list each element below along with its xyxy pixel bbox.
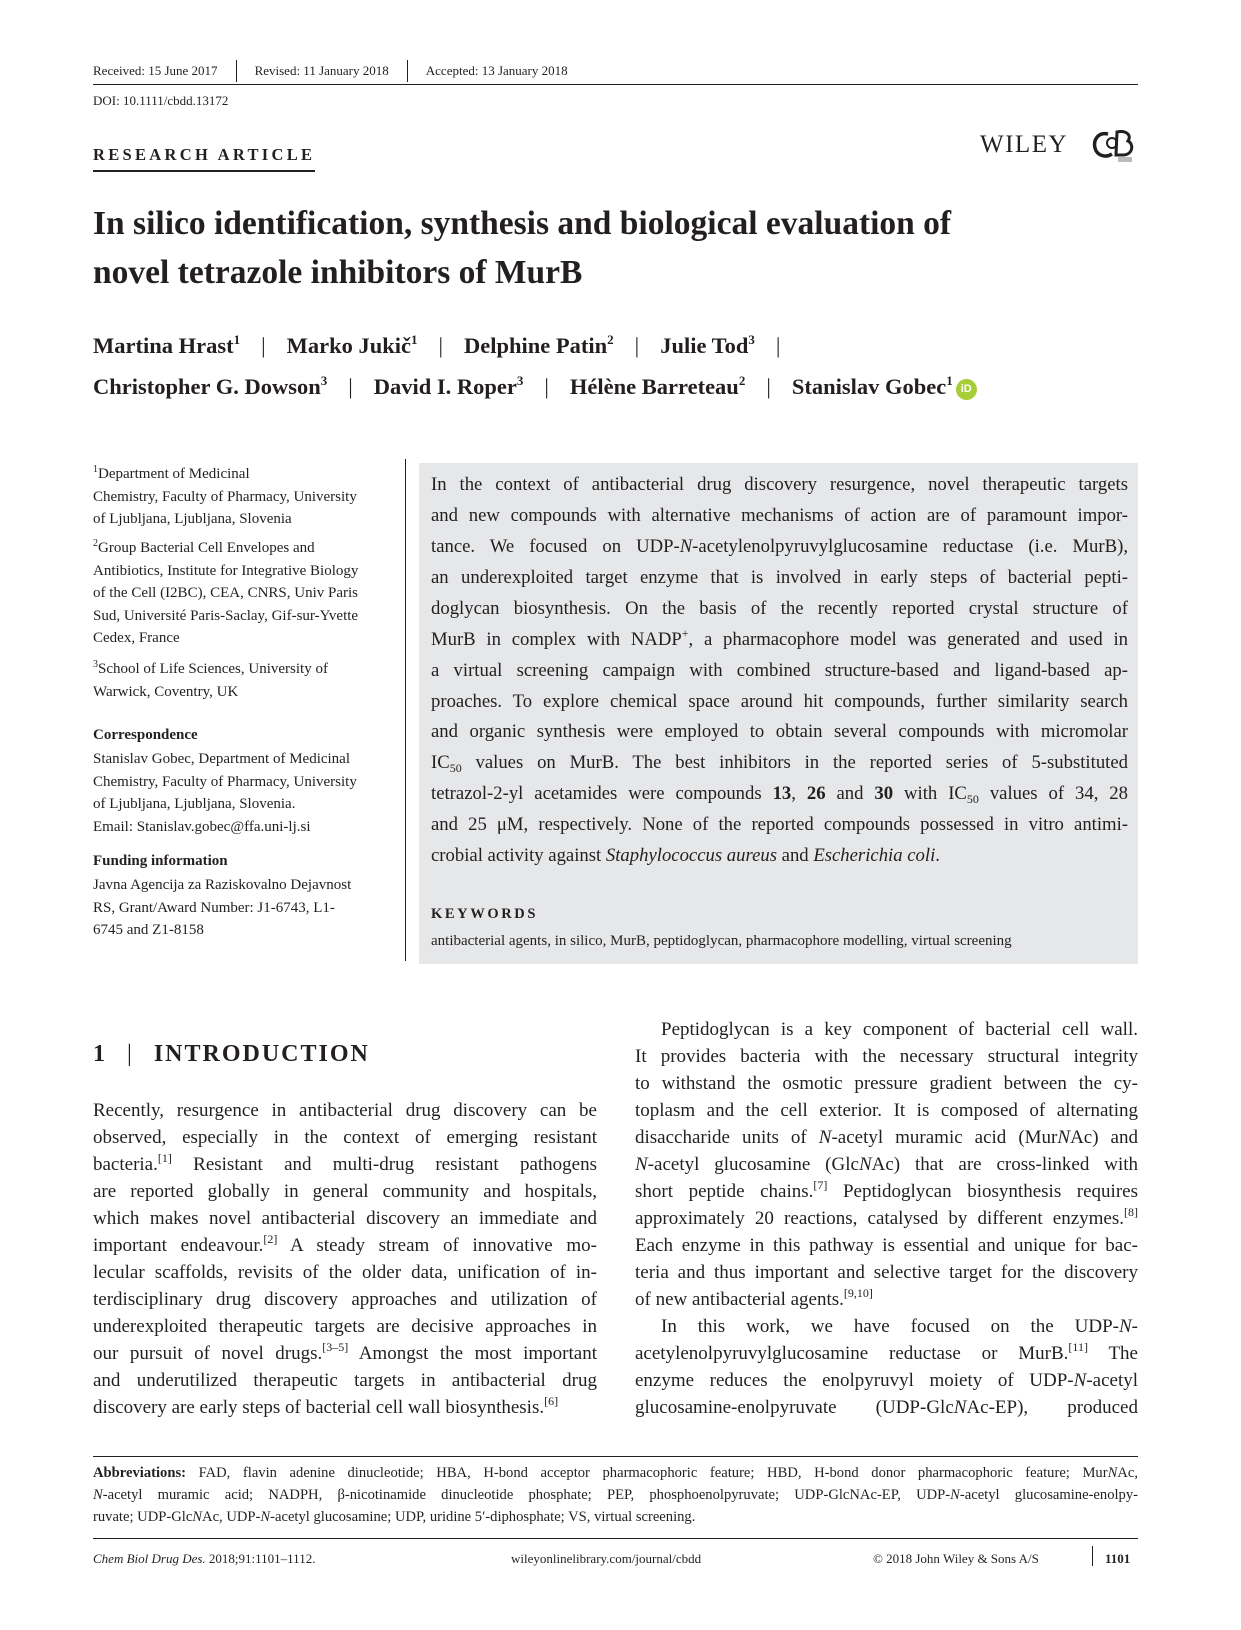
orcid-icon[interactable]: iD xyxy=(956,379,977,400)
funding-details: Javna Agencija za Raziskovalno Dejavnost RS, Grant/Award Number: J1-6743, L1- 6745 and Z1-8158 xyxy=(93,877,352,938)
correspondence-heading: Correspondence xyxy=(93,727,198,743)
author[interactable]: Julie Tod$^3$ xyxy=(660,332,755,358)
citation-link[interactable]: [2] xyxy=(263,1232,278,1246)
copyright: © 2018 John Wiley & Sons A/S xyxy=(873,1551,1039,1566)
citation-link[interactable]: [6] xyxy=(544,1394,559,1408)
article-title xyxy=(93,199,1093,297)
keywords-list: antibacterial agents, in silico, MurB, peptidoglycan, pharmacophore modelling, virtual screening xyxy=(431,933,1012,949)
affiliation: $^1$Department of Medicinal Chemistry, Faculty of Pharmacy, University of Ljubljana, Ljubljana, Slovenia xyxy=(93,464,357,527)
author[interactable]: Stanislav Gobec$^1$iD xyxy=(792,374,977,400)
funding-heading: Funding information xyxy=(93,853,228,869)
page-number: 1101 xyxy=(1105,1551,1131,1566)
keywords-heading: KEYWORDS xyxy=(431,906,539,922)
citation-link[interactable]: [3–5] xyxy=(322,1340,349,1354)
column-divider xyxy=(405,459,406,961)
author[interactable]: Hélène Barreteau$^2$ xyxy=(569,373,746,399)
author-separator: | xyxy=(261,333,266,358)
title-line: In silico identification, synthesis and biological evaluation of xyxy=(93,205,952,242)
publication-dates xyxy=(93,60,1138,82)
author-separator: | xyxy=(438,333,444,358)
author-separator: | xyxy=(766,374,771,399)
author-separator: | xyxy=(348,374,353,399)
author[interactable]: Delphine Patin$^2$ xyxy=(464,332,614,358)
footnote-rule xyxy=(93,1456,1138,1457)
received-date: Received: 15 June 2017 xyxy=(93,63,218,78)
author[interactable]: Christopher G. Dowson$^3$ xyxy=(93,373,328,399)
citation-link[interactable]: [8] xyxy=(1124,1205,1138,1219)
header-rule xyxy=(93,84,1138,85)
title-line: novel tetrazole inhibitors of MurB xyxy=(93,254,583,291)
citation-link[interactable]: [7] xyxy=(813,1178,828,1192)
footer-rule xyxy=(93,1538,1138,1539)
accepted-date: Accepted: 13 January 2018 xyxy=(425,63,568,78)
email-link[interactable]: Email: Stanislav.gobec@ffa.uni-lj.si xyxy=(93,818,311,835)
author-separator: | xyxy=(775,333,781,358)
revised-date: Revised: 11 January 2018 xyxy=(254,63,389,78)
journal-logo-icon xyxy=(1090,126,1138,164)
author-separator: | xyxy=(544,374,549,399)
divider xyxy=(1092,1546,1093,1566)
publisher-logo: WILEY xyxy=(980,131,1069,158)
author[interactable]: Marko Jukič$^1$ xyxy=(286,332,418,358)
author-list xyxy=(93,374,1138,400)
article-type: RESEARCH ARTICLE xyxy=(93,145,315,172)
affiliation: $^2$Group Bacterial Cell Envelopes and Antibiotics, Institute for Integrative Biology of the Cell (I2BC), CEA, CNRS, Univ Paris Sud, Université Paris-Saclay, Gif-sur-Yvette Cedex, France xyxy=(93,538,359,646)
author[interactable]: Martina Hrast$^1$ xyxy=(93,332,241,358)
citation-link[interactable]: [1] xyxy=(157,1151,172,1165)
section-heading: 1 | INTRODUCTION xyxy=(93,1041,370,1067)
author-list xyxy=(93,333,1138,359)
affiliation: $^3$School of Life Sciences, University of Warwick, Coventry, UK xyxy=(93,659,328,700)
correspondence-details: Stanislav Gobec, Department of Medicinal Chemistry, Faculty of Pharmacy, University of Ljubljana, Ljubljana, Slovenia. Email: Stanislav.gobec@ffa.uni-lj.si xyxy=(93,748,393,838)
author[interactable]: David I. Roper$^3$ xyxy=(373,373,524,399)
journal-url[interactable]: wileyonlinelibrary.com/journal/cbdd xyxy=(511,1551,702,1566)
doi[interactable]: DOI: 10.1111/cbdd.13172 xyxy=(93,93,229,108)
journal-citation: Chem Biol Drug Des. 2018;91:1101–1112. xyxy=(93,1551,316,1566)
citation-link[interactable]: [9,10] xyxy=(843,1286,873,1300)
author-separator: | xyxy=(634,333,640,358)
citation-link[interactable]: [11] xyxy=(1068,1340,1088,1354)
